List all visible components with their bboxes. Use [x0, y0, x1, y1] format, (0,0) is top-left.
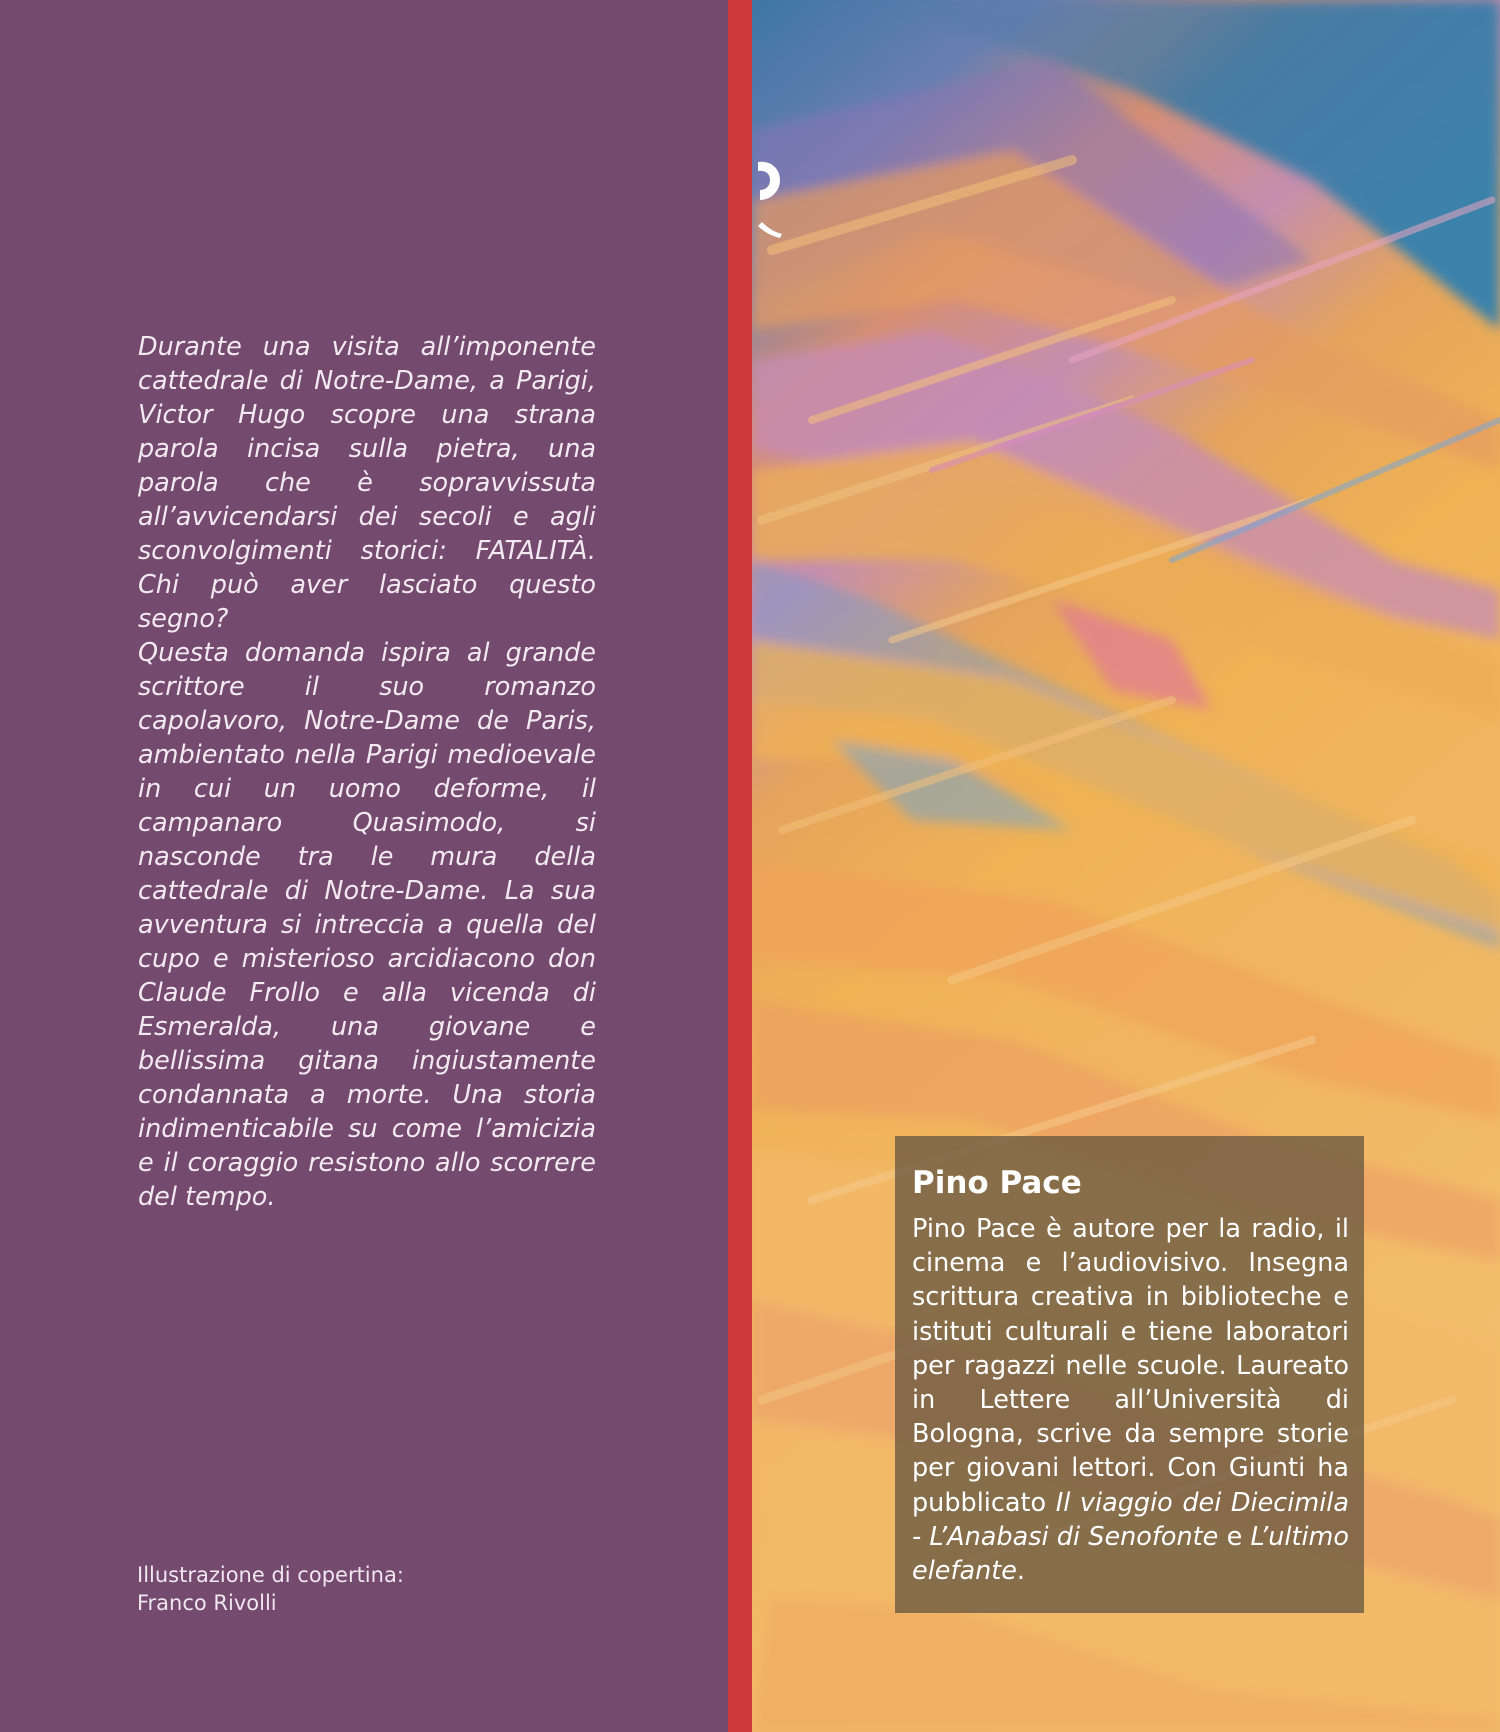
synopsis-paragraph-1: Durante una visita all’imponente cattedrale di Notre-Dame, a Parigi, Victor Hugo scopre una strana parola incisa sulla pietra, una parola che è sopravvissuta all’avvicendarsi dei secoli e agli sconvolgimenti storici: FATALITÀ. Chi può aver lasciato questo segno? [138, 332, 596, 634]
author-bio-text: Pino Pace è autore per la radio, il cinema e l’audiovisivo. Insegna scrittura creativa in biblioteche e istituti culturali e tiene laboratori per ragazzi nelle scuole. Laureato in Lettere all’Università di Bologna, scrive da sempre storie per giovani lettori. Con Giunti ha pubblicato [912, 1214, 1349, 1518]
illustration-credit [137, 1561, 404, 1617]
author-box [895, 1136, 1364, 1613]
author-name: Pino Pace [912, 1165, 1082, 1201]
illustration-credit-artist: Franco Rivolli [137, 1591, 277, 1615]
spine-strip [728, 0, 752, 1732]
author-book-2: L’ultimo elefante [912, 1521, 1349, 1587]
synopsis [138, 330, 596, 1214]
illustration-credit-label: Illustrazione di copertina: [137, 1563, 404, 1587]
author-bio-conjunction: e [1226, 1521, 1243, 1552]
author-bio-end: . [1016, 1556, 1026, 1587]
back-cover-panel [0, 0, 728, 1732]
author-bio [912, 1212, 1349, 1588]
author-book-1: Il viaggio dei Diecimila - L’Anabasi di Senofonte [912, 1487, 1349, 1552]
synopsis-paragraph-2: Questa domanda ispira al grande scrittore il suo romanzo capolavoro, Notre-Dame de Paris, ambientato nella Parigi medioevale in cui un uomo deforme, il campanaro Quasimodo, si nasconde tra le mura della cattedrale di Notre-Dame. La sua avventura si intreccia a quella del cupo e misterioso arcidiacono don Claude Frollo e alla vicenda di Esmeralda, una giovane e bellissima gitana ingiustamente condannata a morte. Una storia indimenticabile su come l’amicizia e il coraggio resistono allo scorrere del tempo. [138, 638, 596, 1212]
cropped-letter-mark [756, 150, 784, 240]
